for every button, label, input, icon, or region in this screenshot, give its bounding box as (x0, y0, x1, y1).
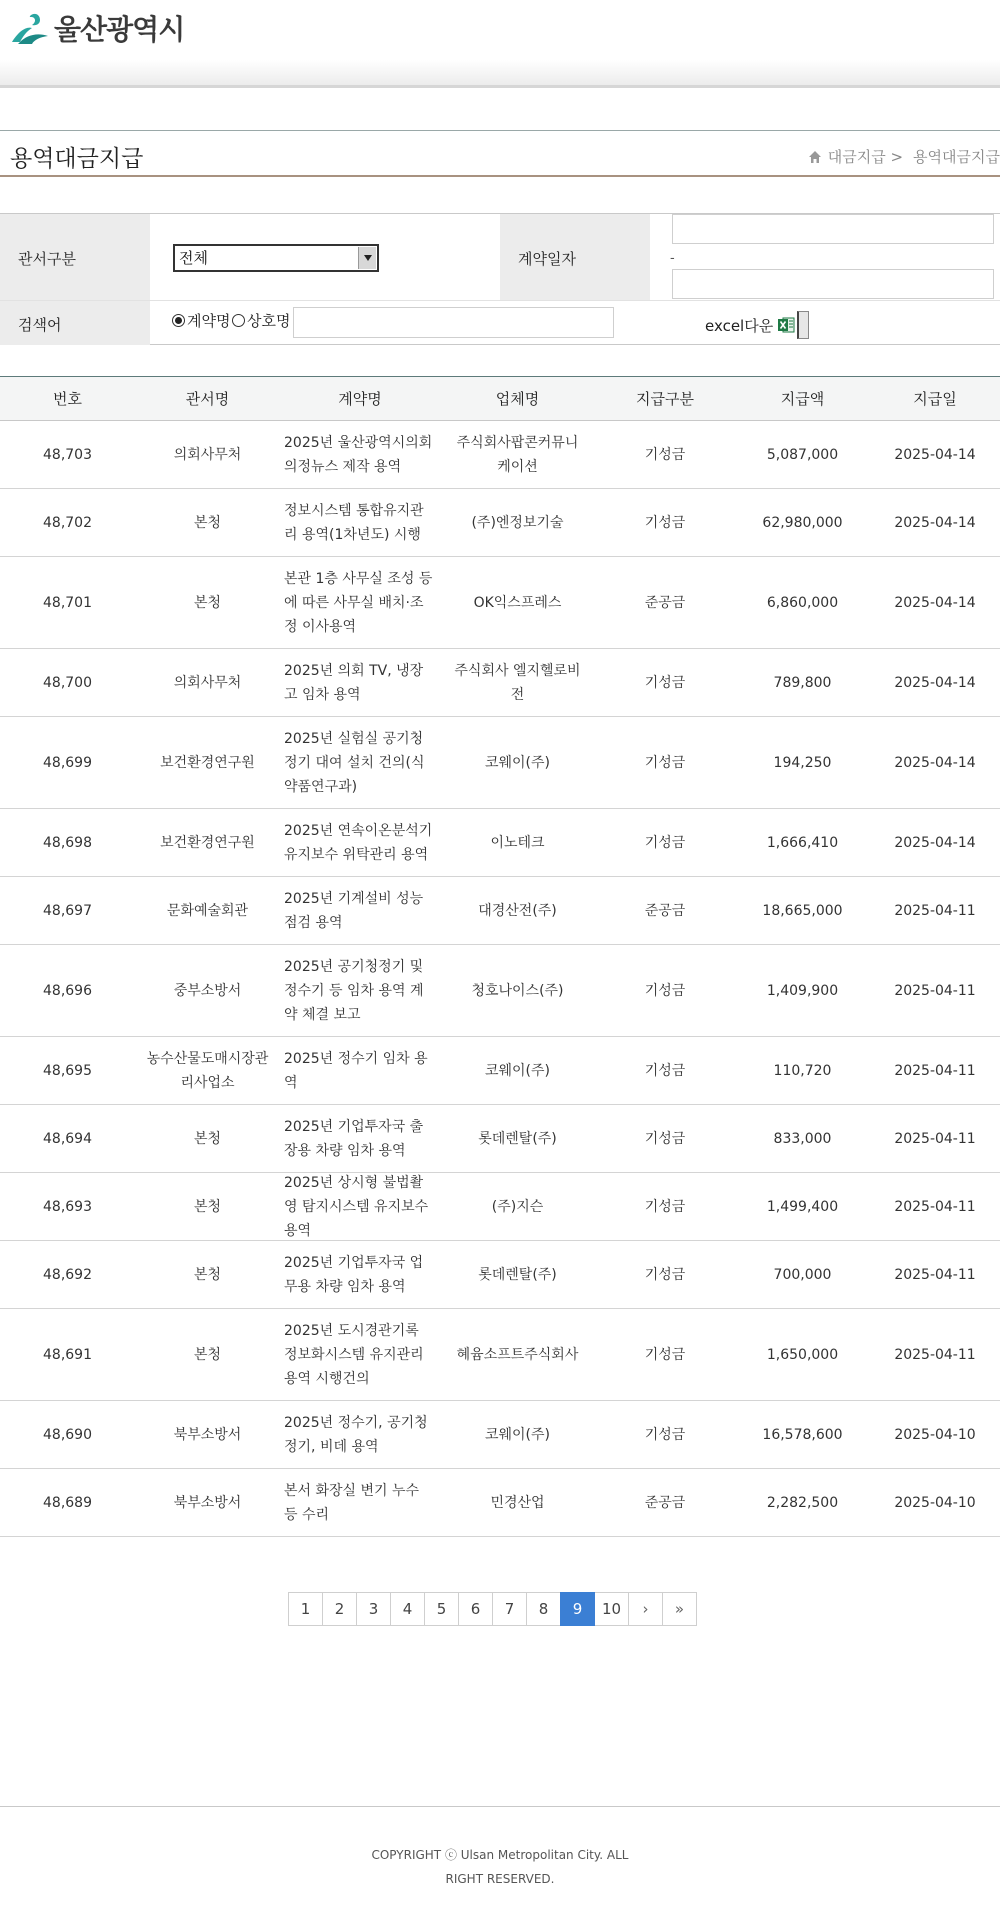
header-amount: 지급액 (780, 390, 825, 408)
cell-company: 혜윰소프트주식회사 (456, 1346, 579, 1363)
cell-contract-wrap (280, 557, 440, 648)
next-page-icon-glyph: › (642, 1600, 649, 1618)
cell-company-wrap (440, 877, 595, 944)
cell-no-wrap (0, 1401, 135, 1468)
cell-amount: 110,720 (773, 1062, 832, 1079)
search-form (0, 213, 1000, 345)
cell-office-wrap (135, 489, 280, 556)
office-select[interactable] (173, 244, 379, 272)
cell-no: 48,699 (43, 754, 92, 771)
payment-table (0, 376, 1000, 1537)
cell-contract-wrap (280, 649, 440, 716)
cell-no-wrap (0, 809, 135, 876)
cell-contract-wrap (280, 877, 440, 944)
chevron-down-icon[interactable] (358, 247, 376, 269)
breadcrumb-current[interactable]: 용역대금지급 (913, 148, 1000, 166)
cell-type-wrap (595, 489, 735, 556)
table-row (0, 1469, 1000, 1537)
page-link-10[interactable]: 10 (594, 1592, 629, 1626)
cell-type-wrap (595, 809, 735, 876)
cell-contract-wrap (280, 421, 440, 488)
cell-no: 48,698 (43, 834, 92, 851)
cell-type-wrap (595, 1037, 735, 1104)
site-header (0, 0, 1000, 60)
cell-type: 기성금 (644, 674, 686, 691)
cell-contract-wrap (280, 1105, 440, 1172)
cell-company-wrap (440, 1173, 595, 1240)
cell-date: 2025-04-11 (894, 1266, 976, 1283)
cell-no-wrap (0, 1309, 135, 1400)
cell-date-wrap (870, 1241, 1000, 1308)
cell-company-wrap (440, 557, 595, 648)
cell-no-wrap (0, 489, 135, 556)
breadcrumb-parent[interactable]: 대금지급 > (827, 148, 904, 166)
table-row (0, 1241, 1000, 1309)
cell-company: 코웨이(주) (484, 1062, 551, 1079)
header-company: 업체명 (495, 390, 540, 408)
table-row (0, 557, 1000, 649)
cell-office: 의회사무처 (173, 446, 242, 463)
cell-contract[interactable]: 2025년 실험실 공기청정기 대여 설치 건의(식약품연구과) (284, 730, 425, 795)
cell-date: 2025-04-14 (894, 446, 976, 463)
table-row (0, 1173, 1000, 1241)
cell-office: 의회사무처 (173, 674, 242, 691)
cell-amount-wrap (735, 649, 870, 716)
cell-type-wrap (595, 557, 735, 648)
cell-amount: 18,665,000 (762, 902, 843, 919)
cell-date-wrap (870, 557, 1000, 648)
cell-company-wrap (440, 945, 595, 1036)
cell-type: 기성금 (644, 834, 686, 851)
cell-date: 2025-04-14 (894, 514, 976, 531)
cell-amount-wrap (735, 809, 870, 876)
cell-type-wrap (595, 717, 735, 808)
cell-type: 기성금 (644, 446, 686, 463)
cell-office-wrap (135, 1037, 280, 1104)
cell-amount-wrap (735, 1469, 870, 1536)
cell-contract[interactable]: 2025년 정수기, 공기청정기, 비데 용역 (284, 1414, 428, 1455)
cell-date: 2025-04-11 (894, 1346, 976, 1363)
cell-amount-wrap (735, 1037, 870, 1104)
cell-type-wrap (595, 945, 735, 1036)
cell-contract-wrap (280, 945, 440, 1036)
cell-company: 청호나이스(주) (471, 982, 564, 999)
cell-no: 48,689 (43, 1494, 92, 1511)
cell-company: 주식회사팝콘커뮤니케이션 (456, 434, 579, 475)
cell-no-wrap (0, 421, 135, 488)
cell-no-wrap (0, 1469, 135, 1536)
cell-company-wrap (440, 489, 595, 556)
cell-contract[interactable]: 2025년 상시형 불법촬영 탐지시스템 유지보수 용역 (284, 1174, 429, 1239)
cell-amount-wrap (735, 1173, 870, 1240)
copyright-text: COPYRIGHT ⓒ Ulsan Metropolitan City. ALL RIGHT RESERVED. (371, 1848, 629, 1886)
cell-date: 2025-04-14 (894, 674, 976, 691)
cell-contract-wrap (280, 717, 440, 808)
cell-company-wrap (440, 717, 595, 808)
cell-company: 대경산전(주) (478, 902, 557, 919)
cell-no: 48,697 (43, 902, 92, 919)
cell-company-wrap (440, 1401, 595, 1468)
cell-date-wrap (870, 1309, 1000, 1400)
cell-date-wrap (870, 945, 1000, 1036)
cell-office: 북부소방서 (173, 1494, 242, 1511)
table-row (0, 1401, 1000, 1469)
page-link-3[interactable]: 3 (356, 1592, 391, 1626)
cell-no-wrap (0, 945, 135, 1036)
cell-company: 주식회사 엘지헬로비전 (454, 662, 581, 703)
cell-contract[interactable]: 정보시스템 통합유지관리 용역(1차년도) 시행 (284, 502, 424, 543)
page-link-6[interactable]: 6 (458, 1592, 493, 1626)
table-row (0, 717, 1000, 809)
cell-type: 준공금 (644, 594, 686, 611)
page-link-5[interactable]: 5 (424, 1592, 459, 1626)
cell-type: 준공금 (644, 902, 686, 919)
cell-contract-wrap (280, 1241, 440, 1308)
nav-bar (0, 60, 1000, 88)
cell-date-wrap (870, 809, 1000, 876)
cell-date: 2025-04-10 (894, 1494, 976, 1511)
form-row-divider (0, 300, 1000, 301)
table-row (0, 421, 1000, 489)
cell-office-wrap (135, 717, 280, 808)
cell-date-wrap (870, 877, 1000, 944)
keyword-input[interactable] (293, 307, 614, 338)
cell-contract[interactable]: 2025년 기업투자국 업무용 차량 임차 용역 (284, 1254, 424, 1295)
cell-type: 기성금 (644, 1198, 686, 1215)
cell-company: (주)지슨 (491, 1198, 544, 1215)
page-link-4[interactable]: 4 (390, 1592, 425, 1626)
cell-amount: 16,578,600 (762, 1426, 843, 1443)
cell-amount: 62,980,000 (762, 514, 843, 531)
cell-amount-wrap (735, 877, 870, 944)
cell-amount: 6,860,000 (766, 594, 839, 611)
cell-no: 48,703 (43, 446, 92, 463)
excel-button-edge[interactable] (797, 311, 809, 339)
cell-amount-wrap (735, 1241, 870, 1308)
table-row (0, 877, 1000, 945)
contract-date-end-input[interactable] (672, 269, 994, 299)
cell-date-wrap (870, 1037, 1000, 1104)
cell-company-wrap (440, 421, 595, 488)
last-page-icon-glyph: » (674, 1600, 685, 1618)
cell-no-wrap (0, 1105, 135, 1172)
cell-date-wrap (870, 1173, 1000, 1240)
cell-amount-wrap (735, 717, 870, 808)
cell-amount-wrap (735, 421, 870, 488)
cell-type-wrap (595, 1469, 735, 1536)
cell-no-wrap (0, 717, 135, 808)
excel-icon (777, 316, 795, 334)
pagination (289, 1592, 697, 1626)
cell-no: 48,693 (43, 1198, 92, 1215)
cell-office: 본청 (193, 1266, 222, 1283)
cell-type: 기성금 (644, 754, 686, 771)
cell-office-wrap (135, 1173, 280, 1240)
radio-company-label: 상호명 (247, 312, 291, 330)
cell-office: 본청 (193, 594, 222, 611)
page-link-1[interactable]: 1 (288, 1592, 323, 1626)
radio-company-name[interactable] (232, 310, 290, 331)
cell-office: 중부소방서 (173, 982, 242, 999)
cell-type-wrap (595, 1173, 735, 1240)
cell-contract-wrap (280, 489, 440, 556)
cell-date-wrap (870, 1469, 1000, 1536)
table-row (0, 945, 1000, 1037)
cell-company: 코웨이(주) (484, 754, 551, 771)
page-link-9[interactable]: 9 (560, 1592, 595, 1626)
cell-office-wrap (135, 421, 280, 488)
cell-type-wrap (595, 1105, 735, 1172)
cell-company: 코웨이(주) (484, 1426, 551, 1443)
keyword-label: 검색어 (18, 316, 62, 334)
cell-office-wrap (135, 877, 280, 944)
site-logo[interactable] (10, 8, 184, 48)
cell-amount: 833,000 (773, 1130, 832, 1147)
cell-company-wrap (440, 1469, 595, 1536)
cell-no: 48,700 (43, 674, 92, 691)
cell-date: 2025-04-11 (894, 1130, 976, 1147)
ulsan-logo-icon (10, 10, 50, 46)
table-row (0, 1037, 1000, 1105)
cell-type-wrap (595, 877, 735, 944)
cell-company: 민경산업 (490, 1494, 545, 1511)
cell-office: 본청 (193, 514, 222, 531)
cell-office-wrap (135, 1309, 280, 1400)
radio-contract-name[interactable] (172, 310, 230, 331)
cell-contract[interactable]: 2025년 공기청정기 및 정수기 등 임차 용역 계약 체결 보고 (284, 958, 424, 1023)
cell-contract[interactable]: 본관 1층 사무실 조성 등에 따른 사무실 배치·조정 이사용역 (284, 570, 433, 635)
date-separator: - (670, 251, 675, 266)
cell-type: 기성금 (644, 1266, 686, 1283)
cell-no: 48,694 (43, 1130, 92, 1147)
page-title: 용역대금지급 (10, 146, 144, 172)
cell-type-wrap (595, 649, 735, 716)
cell-type-wrap (595, 1309, 735, 1400)
cell-contract-wrap (280, 1401, 440, 1468)
cell-amount: 194,250 (773, 754, 832, 771)
header-office: 관서명 (185, 390, 230, 408)
cell-amount: 1,499,400 (766, 1198, 839, 1215)
cell-date: 2025-04-11 (894, 902, 976, 919)
page-link-8[interactable]: 8 (526, 1592, 561, 1626)
cell-date: 2025-04-11 (894, 982, 976, 999)
page-link-2[interactable]: 2 (322, 1592, 357, 1626)
cell-date-wrap (870, 489, 1000, 556)
cell-date-wrap (870, 1105, 1000, 1172)
cell-type-wrap (595, 1241, 735, 1308)
cell-no-wrap (0, 1037, 135, 1104)
site-footer (0, 1806, 1000, 1908)
table-header-row (0, 376, 1000, 421)
cell-amount: 700,000 (773, 1266, 832, 1283)
cell-company-wrap (440, 1037, 595, 1104)
cell-company: 롯데렌탈(주) (478, 1266, 557, 1283)
cell-company-wrap (440, 1105, 595, 1172)
cell-office: 보건환경연구원 (160, 834, 255, 851)
cell-no: 48,692 (43, 1266, 92, 1283)
last-page-icon[interactable] (662, 1592, 697, 1626)
cell-no: 48,702 (43, 514, 92, 531)
cell-company-wrap (440, 649, 595, 716)
radio-checked-icon[interactable] (172, 314, 185, 327)
breadcrumb (808, 146, 1000, 167)
contract-date-start-input[interactable] (672, 214, 994, 244)
cell-type: 기성금 (644, 1346, 686, 1363)
cell-office: 본청 (193, 1130, 222, 1147)
cell-office: 보건환경연구원 (160, 754, 255, 771)
table-row (0, 649, 1000, 717)
cell-contract[interactable]: 2025년 도시경관기록 정보화시스템 유지관리 용역 시행건의 (284, 1322, 424, 1387)
cell-date: 2025-04-11 (894, 1062, 976, 1079)
header-no: 번호 (53, 390, 82, 408)
cell-office-wrap (135, 557, 280, 648)
office-select-value: 전체 (179, 249, 208, 267)
table-body (0, 421, 1000, 1537)
excel-download-label: excel다운 (705, 316, 774, 335)
cell-amount-wrap (735, 489, 870, 556)
cell-office-wrap (135, 945, 280, 1036)
header-type: 지급구분 (636, 390, 694, 408)
cell-contract-wrap (280, 1173, 440, 1240)
cell-office-wrap (135, 1105, 280, 1172)
table-row (0, 809, 1000, 877)
header-contract: 계약명 (338, 390, 382, 408)
logo-text: 울산광역시 (54, 13, 185, 46)
cell-office-wrap (135, 809, 280, 876)
cell-company-wrap (440, 1241, 595, 1308)
next-page-icon[interactable] (628, 1592, 663, 1626)
cell-office: 농수산물도매시장관리사업소 (146, 1050, 269, 1091)
cell-amount: 1,666,410 (766, 834, 839, 851)
cell-type: 기성금 (644, 1062, 686, 1079)
cell-contract-wrap (280, 809, 440, 876)
cell-date-wrap (870, 717, 1000, 808)
cell-no: 48,690 (43, 1426, 92, 1443)
cell-date: 2025-04-10 (894, 1426, 976, 1443)
cell-contract[interactable]: 2025년 울산광역시의회 의정뉴스 제작 용역 (284, 434, 433, 475)
office-label: 관서구분 (18, 250, 76, 268)
cell-contract-wrap (280, 1309, 440, 1400)
cell-amount-wrap (735, 945, 870, 1036)
table-row (0, 489, 1000, 557)
cell-no: 48,701 (43, 594, 92, 611)
cell-office: 문화예술회관 (166, 902, 249, 919)
cell-office: 본청 (193, 1198, 222, 1215)
cell-office-wrap (135, 1401, 280, 1468)
cell-amount: 1,409,900 (766, 982, 839, 999)
cell-date: 2025-04-11 (894, 1198, 976, 1215)
excel-download-button[interactable] (705, 311, 809, 339)
cell-amount: 1,650,000 (766, 1346, 839, 1363)
cell-contract[interactable]: 2025년 연속이온분석기 유지보수 위탁관리 용역 (284, 822, 433, 863)
table-row (0, 1309, 1000, 1401)
cell-type: 기성금 (644, 514, 686, 531)
cell-no-wrap (0, 649, 135, 716)
cell-type: 기성금 (644, 982, 686, 999)
cell-office: 북부소방서 (173, 1426, 242, 1443)
cell-type-wrap (595, 1401, 735, 1468)
cell-type-wrap (595, 421, 735, 488)
cell-company: 이노테크 (490, 834, 545, 851)
cell-amount: 789,800 (773, 674, 832, 691)
cell-type: 기성금 (644, 1426, 686, 1443)
cell-amount-wrap (735, 557, 870, 648)
cell-amount: 2,282,500 (766, 1494, 839, 1511)
cell-office-wrap (135, 649, 280, 716)
contract-date-label: 계약일자 (518, 250, 576, 268)
cell-date: 2025-04-14 (894, 594, 976, 611)
cell-amount-wrap (735, 1105, 870, 1172)
cell-office-wrap (135, 1241, 280, 1308)
radio-contract-label: 계약명 (187, 312, 231, 330)
radio-unchecked-icon[interactable] (232, 314, 245, 327)
page-link-7[interactable]: 7 (492, 1592, 527, 1626)
home-icon[interactable] (808, 150, 822, 164)
cell-no: 48,695 (43, 1062, 92, 1079)
cell-date: 2025-04-14 (894, 754, 976, 771)
cell-contract[interactable]: 2025년 기업투자국 출장용 차량 임차 용역 (284, 1118, 424, 1159)
cell-contract[interactable]: 2025년 기계설비 성능점검 용역 (284, 890, 424, 931)
table-row (0, 1105, 1000, 1173)
cell-company: 롯데렌탈(주) (478, 1130, 557, 1147)
cell-date-wrap (870, 649, 1000, 716)
cell-company-wrap (440, 809, 595, 876)
cell-company: OK익스프레스 (473, 594, 562, 611)
cell-no: 48,696 (43, 982, 92, 999)
cell-no-wrap (0, 557, 135, 648)
cell-company: (주)엔정보기술 (471, 514, 564, 531)
cell-date-wrap (870, 1401, 1000, 1468)
cell-contract[interactable]: 2025년 정수기 임차 용역 (284, 1050, 428, 1091)
cell-date-wrap (870, 421, 1000, 488)
cell-office: 본청 (193, 1346, 222, 1363)
title-bar (0, 130, 1000, 177)
cell-date: 2025-04-14 (894, 834, 976, 851)
cell-no-wrap (0, 1241, 135, 1308)
cell-type: 기성금 (644, 1130, 686, 1147)
cell-amount-wrap (735, 1401, 870, 1468)
cell-no-wrap (0, 1173, 135, 1240)
cell-company-wrap (440, 1309, 595, 1400)
cell-contract-wrap (280, 1469, 440, 1536)
cell-contract-wrap (280, 1037, 440, 1104)
cell-type: 준공금 (644, 1494, 686, 1511)
cell-no: 48,691 (43, 1346, 92, 1363)
cell-amount: 5,087,000 (766, 446, 839, 463)
cell-office-wrap (135, 1469, 280, 1536)
cell-contract[interactable]: 2025년 의회 TV, 냉장고 임차 용역 (284, 662, 424, 703)
cell-no-wrap (0, 877, 135, 944)
cell-contract[interactable]: 본서 화장실 변기 누수 등 수리 (284, 1482, 420, 1523)
cell-amount-wrap (735, 1309, 870, 1400)
header-date: 지급일 (913, 390, 957, 408)
